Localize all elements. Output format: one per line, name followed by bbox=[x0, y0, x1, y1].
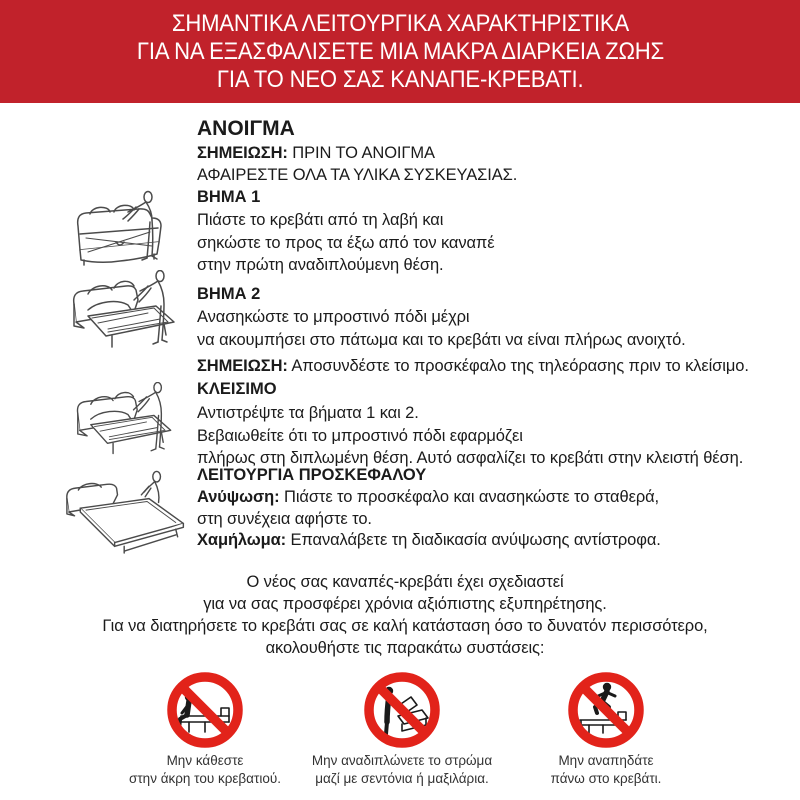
closing-note-text: Αποσυνδέστε το προσκέφαλο της τηλεόρασης πριν το κλείσιμο. bbox=[287, 357, 749, 375]
step1-title: ΒΗΜΑ 1 bbox=[197, 188, 261, 206]
caption-line: Μην αναδιπλώνετε το στρώμα bbox=[311, 753, 493, 768]
step1-line-1: Πιάστε το κρεβάτι από τη λαβή και bbox=[197, 211, 444, 229]
closing-line-2: Βεβαιωθείτε ότι το μπροστινό πόδι εφαρμόζει bbox=[197, 426, 523, 445]
closing-note-label: ΣΗΜΕΙΩΣΗ: bbox=[197, 357, 288, 375]
opening-note-text: ΠΡΙΝ ΤΟ ΑΝΟΙΓΜΑ bbox=[287, 144, 435, 162]
caption-line: Μην αναπηδάτε bbox=[558, 753, 654, 768]
caption-line: πάνω στο κρεβάτι. bbox=[550, 770, 662, 786]
outro-line-1: Ο νέος σας καναπές-κρεβάτι έχει σχεδιαστεί bbox=[246, 573, 564, 591]
closing-text bbox=[197, 402, 743, 470]
caption-line: Μην κάθεστε bbox=[166, 753, 244, 768]
step2-line-1: Ανασηκώστε το μπροστινό πόδι μέχρι bbox=[197, 308, 470, 326]
caption-line: στην άκρη του κρεβατιού. bbox=[129, 770, 281, 786]
headrest-raise-line1 bbox=[197, 488, 659, 507]
headrest-raise-line2: στη συνέχεια αφήστε το. bbox=[197, 510, 372, 528]
no-jumping-on-bed-icon bbox=[568, 672, 644, 748]
step1-line-2: σηκώστε το προς τα έξω από τον καναπέ bbox=[197, 233, 495, 252]
sofa-fully-open-icon bbox=[58, 470, 198, 554]
closing-line-1: Αντιστρέψτε τα βήματα 1 και 2. bbox=[197, 404, 419, 422]
no-sitting-on-edge-icon bbox=[167, 672, 243, 748]
headrest-lower-label: Χαμήλωμα: bbox=[197, 531, 287, 549]
sofa-half-open-icon bbox=[68, 270, 186, 354]
closing-line-3: πλήρως στη διπλωμένη θέση. Αυτό ασφαλίζει το κρεβάτι στην κλειστή θέση. bbox=[197, 449, 744, 467]
warning-no-sitting bbox=[115, 672, 295, 787]
step1-text bbox=[197, 209, 494, 277]
header-banner bbox=[0, 0, 800, 103]
warning-no-sitting-caption bbox=[129, 752, 281, 787]
sofa-closed-icon bbox=[70, 190, 180, 270]
warning-no-jumping-caption bbox=[551, 752, 662, 787]
step1-illustration bbox=[70, 190, 180, 270]
headrest-raise-label: Ανύψωση: bbox=[197, 488, 280, 506]
outro-line-2: για να σας προσφέρει χρόνια αξιόπιστης εξυπηρέτησης. bbox=[203, 595, 607, 613]
opening-title: ΑΝΟΙΓΜΑ bbox=[197, 117, 295, 140]
opening-note-label: ΣΗΜΕΙΩΣΗ: bbox=[197, 144, 288, 162]
headrest-title: ΛΕΙΤΟΥΡΓΙΑ ΠΡΟΣΚΕΦΑΛΟΥ bbox=[197, 466, 427, 484]
closing-note bbox=[197, 357, 749, 376]
step2-line-2: να ακουμπήσει στο πάτωμα και το κρεβάτι να είναι πλήρως ανοιχτό. bbox=[197, 331, 686, 349]
headrest-illustration bbox=[58, 470, 198, 554]
warning-no-folding bbox=[307, 672, 497, 787]
step2-illustration bbox=[68, 270, 186, 354]
opening-note-line2: ΑΦΑΙΡΕΣΤΕ ΟΛΑ ΤΑ ΥΛΙΚΑ ΣΥΣΚΕΥΑΣΙΑΣ. bbox=[197, 166, 518, 184]
outro-paragraph bbox=[10, 571, 800, 659]
headrest-lower-text: Επαναλάβετε τη διαδικασία ανύψωσης αντίστροφα. bbox=[286, 531, 661, 549]
step1-line-3: στην πρώτη αναδιπλούμενη θέση. bbox=[197, 256, 444, 274]
step2-title: ΒΗΜΑ 2 bbox=[197, 285, 261, 303]
header-line-3: ΓΙΑ ΤΟ ΝΕΟ ΣΑΣ ΚΑΝΑΠΕ-ΚΡΕΒΑΤΙ. bbox=[216, 65, 584, 93]
outro-line-3: Για να διατηρήσετε το κρεβάτι σας σε καλή κατάσταση όσο το δυνατόν περισσότερο, bbox=[102, 617, 708, 635]
closing-title: ΚΛΕΙΣΙΜΟ bbox=[197, 380, 277, 398]
headrest-lower-line bbox=[197, 531, 661, 550]
step2-text bbox=[197, 306, 686, 352]
opening-note-line1 bbox=[197, 144, 435, 163]
headrest-raise-text: Πιάστε το προσκέφαλο και ανασηκώστε το σταθερά, bbox=[279, 488, 660, 506]
outro-line-4: ακολουθήστε τις παρακάτω συστάσεις: bbox=[265, 639, 545, 657]
sofa-folding-back-icon bbox=[68, 382, 186, 460]
header-line-1: ΣΗΜΑΝΤΙΚΑ ΛΕΙΤΟΥΡΓΙΚΑ ΧΑΡΑΚΤΗΡΙΣΤΙΚΑ bbox=[171, 9, 629, 37]
caption-line: μαζί με σεντόνια ή μαξιλάρια. bbox=[315, 770, 489, 786]
header-line-2: ΓΙΑ ΝΑ ΕΞΑΣΦΑΛΙΣΕΤΕ ΜΙΑ ΜΑΚΡΑ ΔΙΑΡΚΕΙΑ ΖΩΗΣ bbox=[136, 37, 664, 65]
no-folding-mattress-with-bedding-icon bbox=[364, 672, 440, 748]
warning-no-jumping bbox=[516, 672, 696, 787]
warning-no-folding-caption bbox=[312, 752, 492, 787]
closing-illustration bbox=[68, 382, 186, 460]
